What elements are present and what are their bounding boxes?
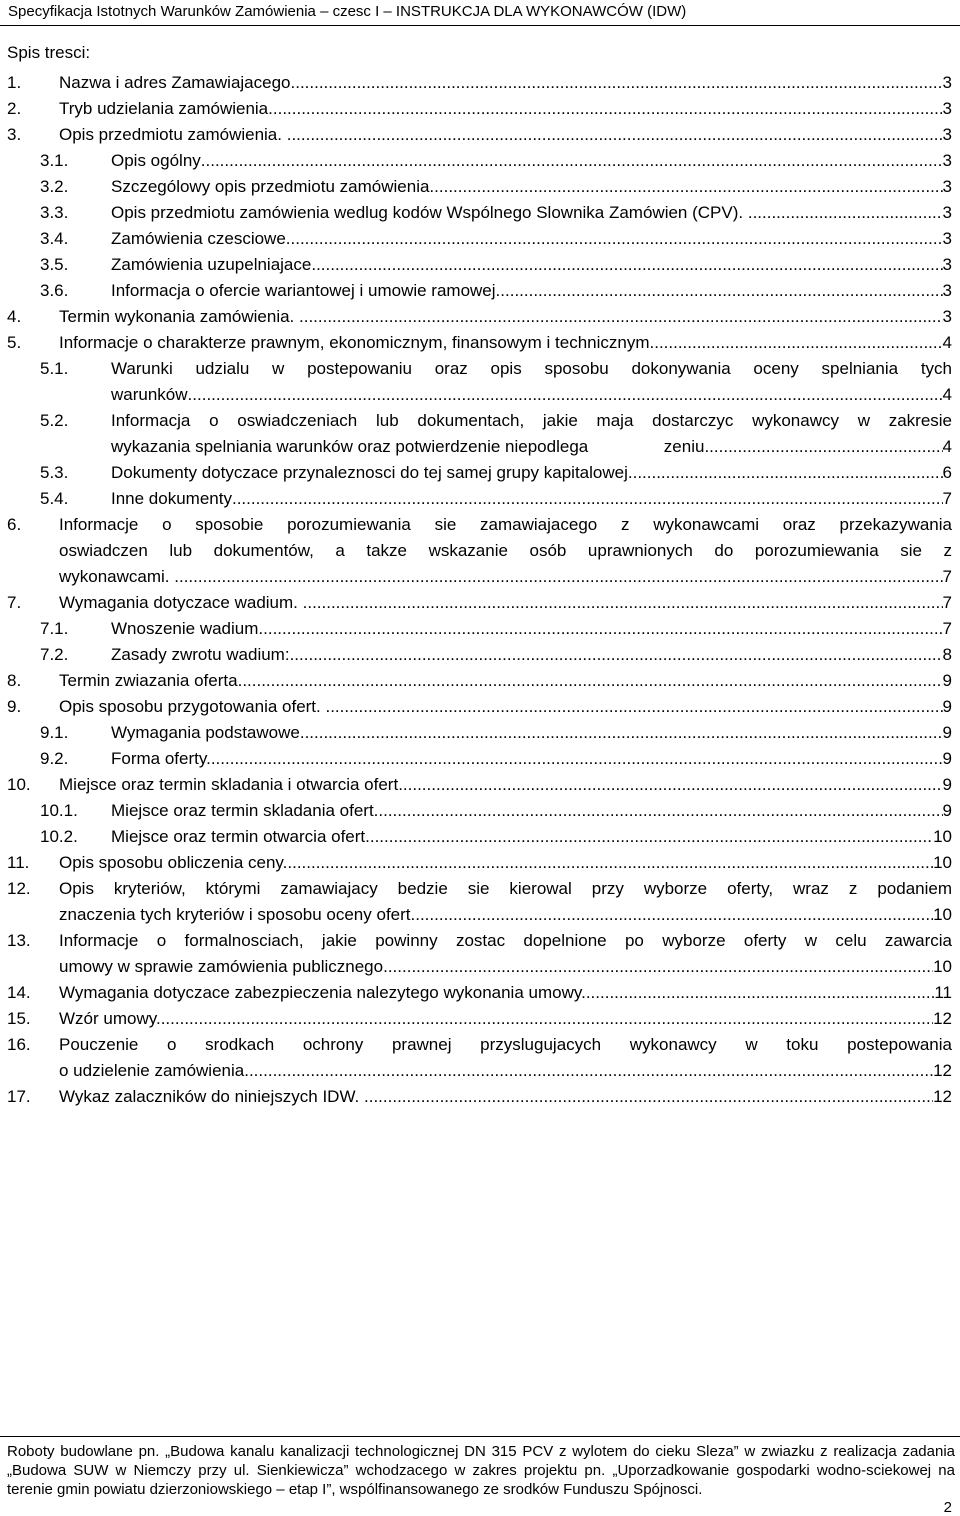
toc-entry-number: 5. xyxy=(7,333,22,352)
toc-entry-title: Wnoszenie wadium xyxy=(111,619,259,638)
toc-entry-title: Informacja o ofercie wariantowej i umowie ramowej xyxy=(111,281,496,300)
toc-leader-dots xyxy=(748,200,943,226)
toc-entry-title: wykazania spelniania warunków oraz potwierdzenie niepodlega zeniu xyxy=(111,437,705,456)
toc-leader-dots xyxy=(325,694,942,720)
toc-entry-number: 8. xyxy=(7,671,22,690)
toc-page-number: 7 xyxy=(942,593,952,612)
toc-entry-title: wykonawcami. xyxy=(59,567,175,586)
toc-page-number: 3 xyxy=(942,99,952,118)
toc-page-number: 3 xyxy=(942,151,952,170)
toc-entry-text-line: Warunki udzialu w postepowaniu oraz opis sposobu dokonywania oceny spelniania tych xyxy=(111,359,952,378)
toc-page-number: 11 xyxy=(934,983,952,1002)
toc-page-number: 9 xyxy=(942,801,952,820)
toc-entry-number: 5.3. xyxy=(40,463,69,482)
toc-entry-number: 12. xyxy=(7,879,31,898)
toc-entry-title: Wymagania podstawowe. xyxy=(111,723,305,742)
header-rule xyxy=(0,25,960,26)
toc-leader-dots xyxy=(388,954,933,980)
toc-entry-title: Opis przedmiotu zamówienia wedlug kodów Wspólnego Slownika Zamówien (CPV). xyxy=(111,203,748,222)
page-number: 2 xyxy=(943,1499,952,1516)
toc-entry-number: 3.1. xyxy=(40,151,69,170)
toc-page-number: 9 xyxy=(942,697,952,716)
toc-page-number: 10 xyxy=(933,853,952,872)
toc-leader-dots xyxy=(364,1084,933,1110)
toc-entry[interactable] xyxy=(0,1084,960,1110)
toc-entry[interactable] xyxy=(0,1006,960,1032)
toc-entry-number: 4. xyxy=(7,307,22,326)
toc-entry-text-line: Informacje o formalnosciach, jakie powinny zostac dopelnione po wyborze oferty w celu zawarcia xyxy=(59,931,952,950)
toc-page-number: 12 xyxy=(933,1009,952,1028)
toc-leader-dots xyxy=(188,382,943,408)
toc-entry-title: Zamówienia uzupelniajace. xyxy=(111,255,317,274)
toc-entry-title: Opis sposobu obliczenia ceny. xyxy=(59,853,288,872)
toc-entry-title: Informacje o charakterze prawnym, ekonomicznym, finansowym i technicznym xyxy=(59,333,650,352)
toc-leader-dots xyxy=(232,486,943,512)
toc-entry-title: Inne dokumenty xyxy=(111,489,232,508)
toc-entry-text-line: Opis kryteriów, którymi zamawiajacy bedzie sie kierowal przy wyborze oferty, wraz z podaniem xyxy=(59,879,952,898)
toc-entry[interactable] xyxy=(0,460,960,486)
toc-entry-title: Opis ogólny xyxy=(111,151,201,170)
toc-leader-dots xyxy=(273,96,943,122)
toc-leader-dots xyxy=(249,1058,933,1084)
toc-entry-text-line: Pouczenie o srodkach ochrony prawnej przyslugujacych wykonawcy w toku postepowania xyxy=(59,1035,952,1054)
toc-entry-title: Wymagania dotyczace wadium. xyxy=(59,593,303,612)
toc-entry-number: 16. xyxy=(7,1035,31,1054)
table-of-contents xyxy=(0,70,960,1110)
toc-page-number: 3 xyxy=(942,73,952,92)
toc-entry-number: 15. xyxy=(7,1009,31,1028)
toc-leader-dots xyxy=(242,668,942,694)
toc-entry[interactable] xyxy=(0,96,960,122)
toc-page-number: 3 xyxy=(942,307,952,326)
toc-entry-title: Nazwa i adres Zamawiajacego. xyxy=(59,73,296,92)
toc-page-number: 10 xyxy=(933,905,952,924)
toc-title: Spis tresci: xyxy=(7,43,91,62)
toc-page-number: 9 xyxy=(942,775,952,794)
toc-entry[interactable] xyxy=(0,876,960,928)
toc-entry-text-line: oswiadczen lub dokumentów, a takze wskazanie osób uprawnionych do porozumiewania sie z xyxy=(59,541,952,560)
toc-entry[interactable] xyxy=(0,252,960,278)
toc-page-number: 12 xyxy=(933,1087,952,1106)
toc-entry-number: 2. xyxy=(7,99,22,118)
toc-entry-title: umowy w sprawie zamówienia publicznego. xyxy=(59,957,388,976)
toc-entry[interactable] xyxy=(0,720,960,746)
toc-entry[interactable] xyxy=(0,226,960,252)
toc-leader-dots xyxy=(287,850,933,876)
document-header xyxy=(0,0,960,24)
toc-entry-title: Szczególowy opis przedmiotu zamówienia. xyxy=(111,177,435,196)
toc-entry-title: Zamówienia czesciowe. xyxy=(111,229,291,248)
toc-entry-title: Opis przedmiotu zamówienia. xyxy=(59,125,287,144)
toc-entry[interactable] xyxy=(0,590,960,616)
toc-entry[interactable] xyxy=(0,694,960,720)
toc-entry-text-line: Informacja o oswiadczeniach lub dokumentach, jakie maja dostarczyc wykonawcy w zakresie xyxy=(111,411,952,430)
toc-entry[interactable] xyxy=(0,746,960,772)
toc-entry[interactable] xyxy=(0,122,960,148)
toc-entry[interactable] xyxy=(0,356,960,408)
toc-entry-title: Opis sposobu przygotowania ofert. xyxy=(59,697,326,716)
toc-page-number: 9 xyxy=(942,671,952,690)
toc-entry-title: Wymagania dotyczace zabezpieczenia nalezytego wykonania umowy. xyxy=(59,983,586,1002)
toc-entry[interactable] xyxy=(0,70,960,96)
header-title: Specyfikacja Istotnych Warunków Zamówienia – czesc I – INSTRUKCJA DLA WYKONAWCÓW (IDW) xyxy=(8,3,687,20)
toc-page-number: 10 xyxy=(933,827,952,846)
toc-entry[interactable] xyxy=(0,980,960,1006)
toc-entry-title: Miejsce oraz termin skladania ofert. xyxy=(111,801,379,820)
toc-entry-number: 7.1. xyxy=(40,619,69,638)
toc-entry-number: 3.4. xyxy=(40,229,69,248)
toc-entry-title: Zasady zwrotu wadium: xyxy=(111,645,290,664)
toc-leader-dots xyxy=(365,824,933,850)
toc-entry-title: Termin wykonania zamówienia. xyxy=(59,307,299,326)
toc-page-number: 7 xyxy=(942,619,952,638)
toc-page-number: 7 xyxy=(942,567,952,586)
toc-entry-title: Forma oferty. xyxy=(111,749,211,768)
toc-leader-dots xyxy=(287,122,943,148)
toc-entry[interactable] xyxy=(0,278,960,304)
toc-entry-title: o udzielenie zamówienia. xyxy=(59,1061,249,1080)
toc-entry-title: Wzór umowy. xyxy=(59,1009,161,1028)
toc-entry-title: Miejsce oraz termin skladania i otwarcia ofert xyxy=(59,775,399,794)
toc-entry[interactable] xyxy=(0,408,960,460)
toc-entry-number: 13. xyxy=(7,931,31,950)
toc-page-number: 6 xyxy=(942,463,952,482)
toc-entry-number: 1. xyxy=(7,73,22,92)
toc-page-number: 8 xyxy=(942,645,952,664)
toc-page-number: 4 xyxy=(942,385,952,404)
toc-entry-number: 3.3. xyxy=(40,203,69,222)
toc-entry-number: 9.1. xyxy=(40,723,69,742)
toc-page-number: 3 xyxy=(942,203,952,222)
toc-page-number: 9 xyxy=(942,723,952,742)
toc-leader-dots xyxy=(650,330,943,356)
toc-leader-dots xyxy=(398,772,942,798)
toc-entry[interactable] xyxy=(0,330,960,356)
toc-page-number: 4 xyxy=(942,437,952,456)
toc-entry[interactable] xyxy=(0,486,960,512)
footer-rule xyxy=(0,1436,960,1437)
toc-entry-number: 7.2. xyxy=(40,645,69,664)
toc-entry[interactable] xyxy=(0,616,960,642)
toc-leader-dots xyxy=(586,980,935,1006)
toc-entry[interactable] xyxy=(0,850,960,876)
toc-page-number: 9 xyxy=(942,749,952,768)
toc-page-number: 12 xyxy=(933,1061,952,1080)
toc-entry[interactable] xyxy=(0,1032,960,1084)
toc-entry[interactable] xyxy=(0,772,960,798)
toc-entry-number: 9.2. xyxy=(40,749,69,768)
toc-entry-number: 3.2. xyxy=(40,177,69,196)
toc-leader-dots xyxy=(174,564,942,590)
toc-entry-number: 3. xyxy=(7,125,22,144)
toc-entry[interactable] xyxy=(0,304,960,330)
toc-entry-title: Miejsce oraz termin otwarcia ofert xyxy=(111,827,366,846)
toc-entry-number: 7. xyxy=(7,593,22,612)
toc-entry-number: 5.1. xyxy=(40,359,69,378)
toc-leader-dots xyxy=(303,590,943,616)
toc-leader-dots xyxy=(258,616,942,642)
toc-entry-title: Termin zwiazania oferta. xyxy=(59,671,243,690)
document-footer: Roboty budowlane pn. „Budowa kanalu kanalizacji technologicznej DN 315 PCV z wylotem do cieku Sleza” w zwiazku z realizacja zadania „Budowa SUW w Niemczy przy ul. Sienkiewicza” wchodzacego w zakres projektu pn. „Uporzadkowanie gospodarki wodno-sciekowej na terenie gmin powiatu dzierzoniowskiego – etap I”, wspólfinansowanego ze srodków Funduszu Spójnosci. xyxy=(7,1443,955,1498)
toc-entry-title: Dokumenty dotyczace przynaleznosci do tej samej grupy kapitalowej xyxy=(111,463,628,482)
toc-entry[interactable] xyxy=(0,200,960,226)
toc-leader-dots xyxy=(290,642,943,668)
toc-page-number: 3 xyxy=(942,281,952,300)
toc-entry-number: 11. xyxy=(7,853,30,872)
toc-entry-number: 10. xyxy=(7,775,31,794)
toc-leader-dots xyxy=(378,798,942,824)
toc-page-number: 3 xyxy=(942,229,952,248)
toc-leader-dots xyxy=(628,460,943,486)
toc-entry[interactable] xyxy=(0,174,960,200)
toc-entry-number: 3.5. xyxy=(40,255,69,274)
toc-leader-dots xyxy=(201,148,943,174)
toc-entry[interactable] xyxy=(0,668,960,694)
toc-leader-dots xyxy=(316,252,942,278)
toc-page-number: 7 xyxy=(942,489,952,508)
toc-leader-dots xyxy=(496,278,943,304)
toc-entry-number: 9. xyxy=(7,697,22,716)
toc-leader-dots xyxy=(291,226,943,252)
toc-page-number: 10 xyxy=(933,957,952,976)
toc-entry-text-line: Informacje o sposobie porozumiewania sie zamawiajacego z wykonawcami oraz przekazywania xyxy=(59,515,952,534)
toc-entry-title: warunków xyxy=(111,385,188,404)
toc-entry-number: 17. xyxy=(7,1087,31,1106)
toc-entry-title: znaczenia tych kryteriów i sposobu oceny ofert. xyxy=(59,905,416,924)
toc-entry-title: Wykaz zalaczników do niniejszych IDW. xyxy=(59,1087,365,1106)
toc-entry-number: 5.2. xyxy=(40,411,69,430)
toc-entry[interactable] xyxy=(0,798,960,824)
toc-leader-dots xyxy=(299,304,943,330)
toc-leader-dots xyxy=(704,434,942,460)
toc-leader-dots xyxy=(305,720,943,746)
toc-entry-number: 5.4. xyxy=(40,489,69,508)
toc-entry-number: 14. xyxy=(7,983,31,1002)
toc-entry[interactable] xyxy=(0,512,960,590)
toc-leader-dots xyxy=(434,174,942,200)
toc-leader-dots xyxy=(415,902,933,928)
toc-entry[interactable] xyxy=(0,642,960,668)
toc-leader-dots xyxy=(161,1006,933,1032)
toc-entry[interactable] xyxy=(0,148,960,174)
toc-page-number: 3 xyxy=(942,255,952,274)
toc-leader-dots xyxy=(295,70,942,96)
toc-page-number: 3 xyxy=(942,125,952,144)
toc-page-number: 3 xyxy=(942,177,952,196)
toc-leader-dots xyxy=(211,746,943,772)
toc-entry[interactable] xyxy=(0,824,960,850)
toc-entry-number: 6. xyxy=(7,515,22,534)
toc-page-number: 4 xyxy=(942,333,952,352)
toc-entry[interactable] xyxy=(0,928,960,980)
toc-entry-number: 3.6. xyxy=(40,281,69,300)
toc-entry-number: 10.1. xyxy=(40,801,78,820)
toc-entry-title: Tryb udzielania zamówienia. xyxy=(59,99,273,118)
toc-entry-number: 10.2. xyxy=(40,827,78,846)
